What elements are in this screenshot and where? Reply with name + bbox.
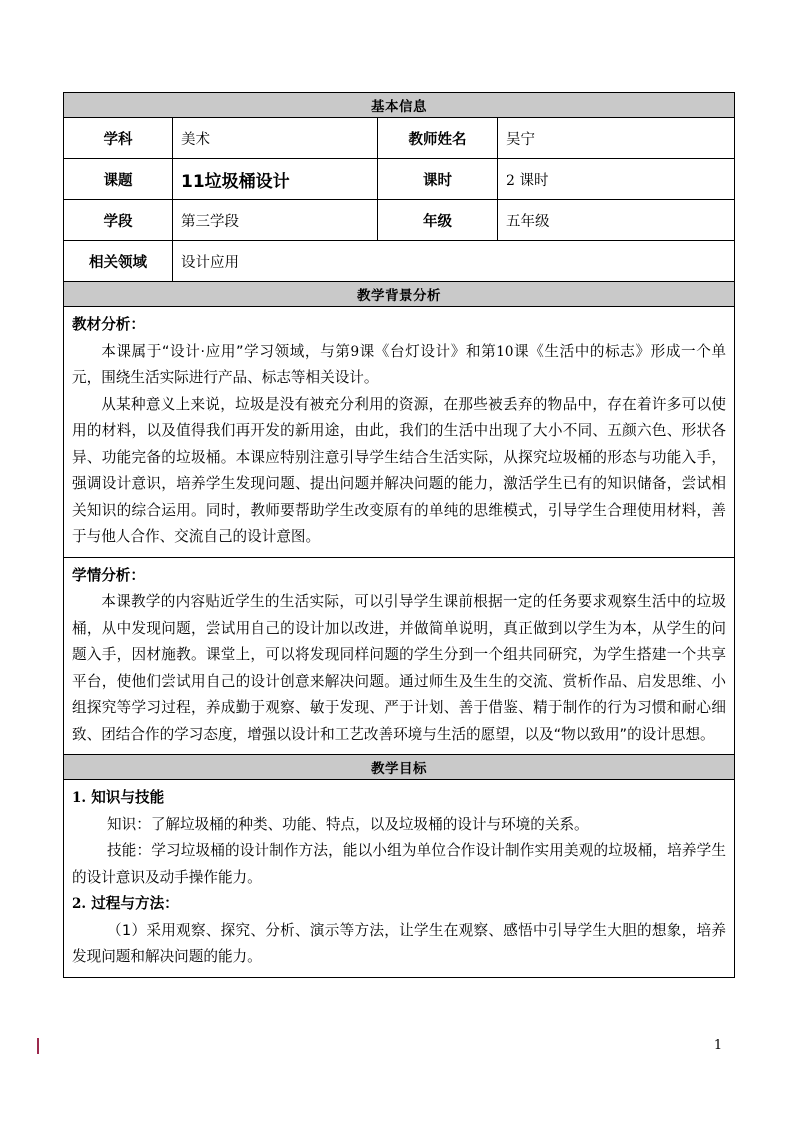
- label-teacher-name: 教师姓名: [378, 118, 498, 159]
- label-grade: 年级: [378, 200, 498, 241]
- label-topic: 课题: [64, 159, 173, 200]
- textbook-analysis-paragraph-2: 从某种意义上来说，垃圾是没有被充分利用的资源，在那些被丢弃的物品中，存在着许多可以使用的材料，以及值得我们再开发的新用途，由此，我们的生活中出现了大小不同、五颜六色、形状各异、功能完备的垃圾桶。本课应特别注意引导学生结合生活实际，从探究垃圾桶的形态与功能入手，强调设计意识，培养学生发现问题、提出问题并解决问题的能力，激活学生已有的知识储备，尝试相关知识的综合运用。同时，教师要帮助学生改变原有的单纯的思维模式，引导学生合理使用材料，善于与他人合作、交流自己的设计意图。: [72, 395, 726, 545]
- lesson-plan-table: [63, 92, 735, 978]
- page-number: 1: [713, 1038, 723, 1053]
- margin-revision-mark: [37, 1038, 39, 1054]
- objective-item-1-title: 知识与技能: [91, 789, 165, 806]
- table-row-stage-grade: [64, 200, 735, 241]
- textbook-analysis-heading: 教材分析：: [72, 316, 145, 333]
- objective-item-1-skill: 技能：学习垃圾桶的设计制作方法，能以小组为单位合作设计制作实用美观的垃圾桶，培养学生的设计意识及动手操作能力。: [72, 842, 726, 886]
- value-periods-unit: 课时: [514, 172, 549, 189]
- table-row-student-analysis: [64, 557, 735, 755]
- table-row-basic-info-band: [64, 93, 735, 118]
- table-row-subject-teacher: [64, 118, 735, 159]
- objective-item-1-knowledge: 知识：了解垃圾桶的种类、功能、特点，以及垃圾桶的设计与环境的关系。: [107, 815, 589, 833]
- textbook-analysis-p1-lesson9: 9: [350, 343, 360, 360]
- student-analysis-cell: [64, 557, 735, 755]
- value-topic: 11垃圾桶设计: [173, 159, 378, 200]
- textbook-analysis-p1-a: 本课属于“设计·应用”学习领域，与第: [101, 342, 351, 360]
- objective-item-2-point-1: （1）采用观察、探究、分析、演示等方法，让学生在观察、感悟中引导学生大胆的想象，培养发现问题和解决问题的能力。: [72, 921, 726, 965]
- objective-item-1-number: 1.: [72, 790, 87, 806]
- section-band-basic-info: 基本信息: [64, 93, 735, 118]
- table-row-topic-periods: [64, 159, 735, 200]
- student-analysis-heading: 学情分析：: [72, 566, 145, 584]
- table-row-related-field: [64, 241, 735, 282]
- value-stage: 第三学段: [173, 200, 378, 241]
- value-subject: 美术: [173, 118, 378, 159]
- table-row-objectives-band: [64, 755, 735, 780]
- label-stage: 学段: [64, 200, 173, 241]
- textbook-analysis-cell: [64, 307, 735, 558]
- objective-item-1-heading: [72, 785, 726, 812]
- value-teacher-name: 吴宁: [498, 118, 735, 159]
- textbook-analysis-p1-lesson10: 10: [496, 343, 514, 360]
- value-related-field: 设计应用: [173, 241, 735, 282]
- label-subject: 学科: [64, 118, 173, 159]
- table-row-background-band: [64, 282, 735, 307]
- table-row-textbook-analysis: [64, 307, 735, 558]
- section-band-background: 教学背景分析: [64, 282, 735, 307]
- value-grade: 五年级: [498, 200, 735, 241]
- label-periods: 课时: [378, 159, 498, 200]
- textbook-analysis-p1-c: 课《生活中的标志》形成一个单元，围绕生活实际进行产品、标志等相关设计。: [72, 342, 726, 386]
- student-analysis-paragraph-1: 本课教学的内容贴近学生的生活实际，可以引导学生课前根据一定的任务要求观察生活中的垃圾桶，从中发现问题，尝试用自己的设计加以改进，并做简单说明，真正做到以学生为本，从学生的问题入手，因材施教。课堂上，可以将发现同样问题的学生分到一个组共同研究，为学生搭建一个共享平台，使他们尝试用自己的设计创意来解决问题。通过师生及生生的交流、赏析作品、启发思维、小组探究等学习过程，养成勤于观察、敏于发现、严于计划、善于借鉴、精于制作的行为习惯和耐心细致、团结合作的学习态度，增强以设计和工艺改善环境与生活的愿望，以及“物以致用”的设计思想。: [72, 593, 726, 743]
- objective-item-2-title: 过程与方法：: [91, 895, 179, 912]
- objective-item-2-heading: [72, 891, 726, 918]
- objectives-cell: [64, 780, 735, 978]
- label-related-field: 相关领域: [64, 241, 173, 282]
- textbook-analysis-p1-b: 课《台灯设计》和第: [359, 342, 497, 360]
- section-band-objectives: 教学目标: [64, 755, 735, 780]
- table-row-objectives-content: [64, 780, 735, 978]
- value-periods-number: 2: [506, 172, 515, 189]
- textbook-analysis-paragraph-1: [72, 339, 726, 392]
- objective-item-2-number: 2.: [72, 896, 87, 912]
- value-periods: [498, 159, 735, 200]
